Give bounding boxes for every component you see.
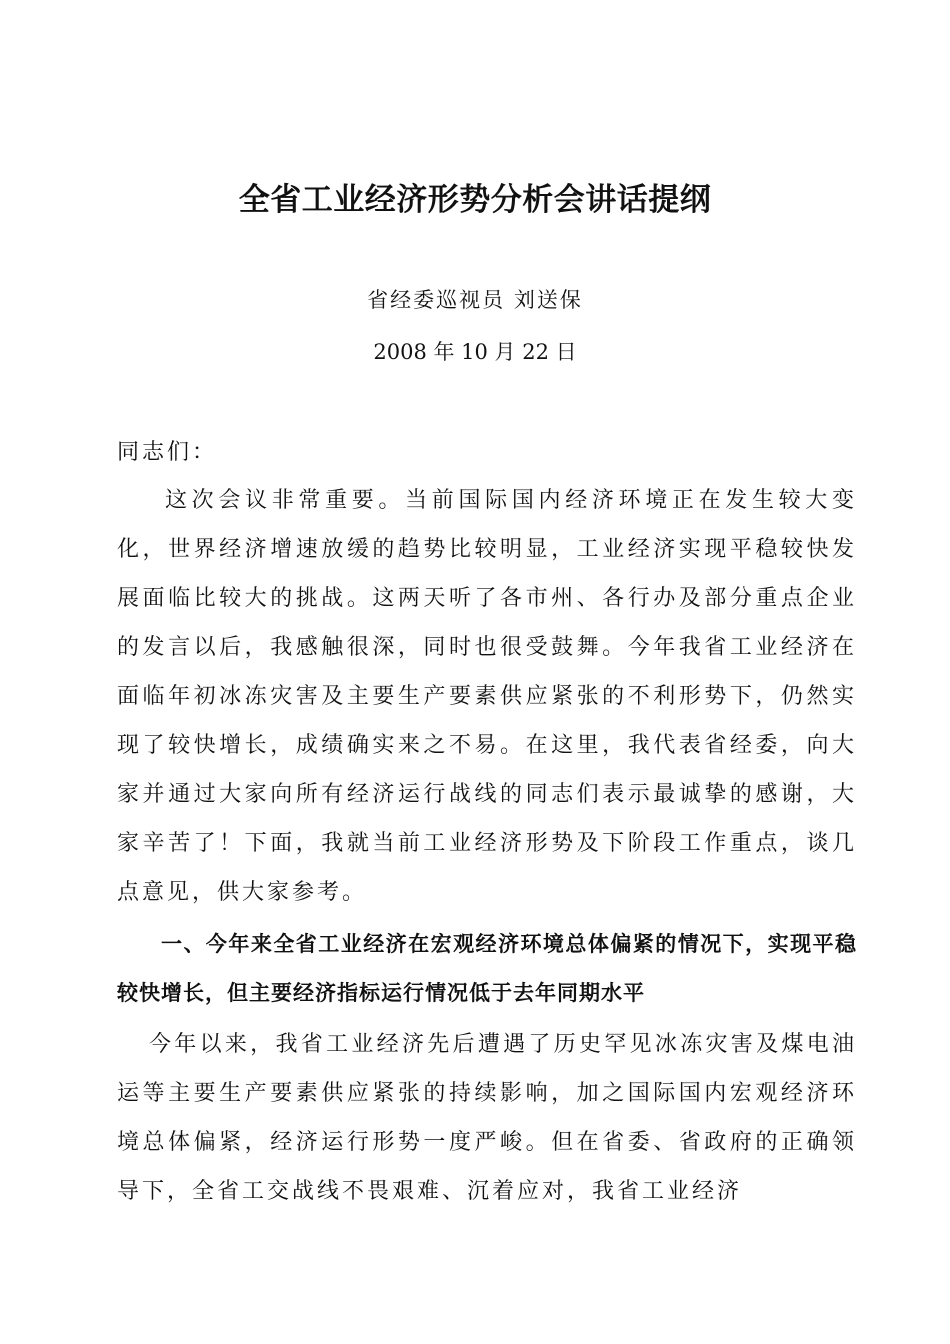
date-line: 2008 年 10 月 22 日 bbox=[373, 340, 577, 364]
paragraph-section-1: 今年以来，我省工业经济先后遭遇了历史罕见冰冻灾害及煤电油运等主要生产要素供应紧张的持续影响，加之国际国内宏观经济环境总体偏紧，经济运行形势一度严峻。但在省委、省政府的正确领导下，全省工交战线不畏艰难、沉着应对，我省工业经济 bbox=[117, 1032, 857, 1204]
section-heading-1: 一、今年来全省工业经济在宏观经济环境总体偏紧的情况下，实现平稳较快增长，但主要经济指标运行情况低于去年同期水平 bbox=[117, 932, 857, 1005]
greeting: 同志们： bbox=[117, 440, 218, 465]
author-line: 省经委巡视员 刘送保 bbox=[367, 288, 583, 312]
paragraph-intro: 这次会议非常重要。当前国际国内经济环境正在发生较大变化，世界经济增速放缓的趋势比较明显，工业经济实现平稳较快发展面临比较大的挑战。这两天听了各市州、各行办及部分重点企业的发言以后，我感触很深，同时也很受鼓舞。今年我省工业经济在面临年初冰冻灾害及主要生产要素供应紧张的不利形势下，仍然实现了较快增长，成绩确实来之不易。在这里，我代表省经委，向大家并通过大家向所有经济运行战线的同志们表示最诚挚的感谢，大家辛苦了！下面，我就当前工业经济形势及下阶段工作重点，谈几点意见，供大家参考。 bbox=[117, 488, 857, 905]
document-title: 全省工业经济形势分析会讲话提纲 bbox=[238, 182, 712, 218]
